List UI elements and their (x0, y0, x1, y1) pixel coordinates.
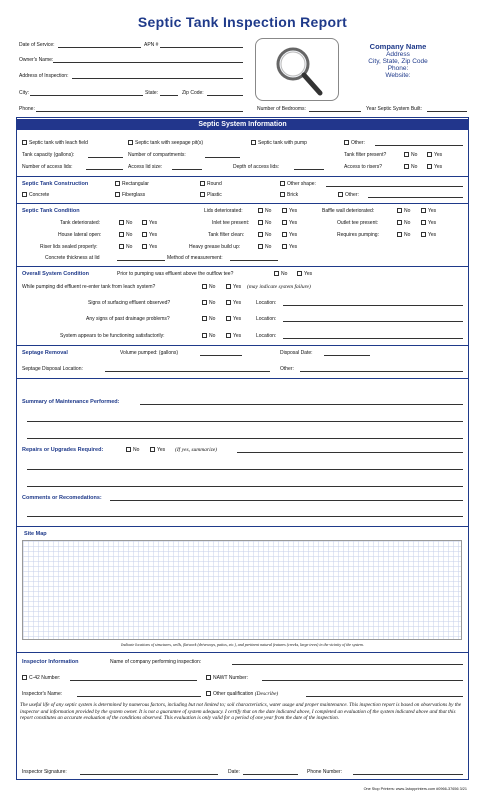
overall-q5-location-field[interactable] (283, 338, 463, 339)
divider (17, 203, 468, 204)
repairs-heading: Repairs or Upgrades Required: (22, 447, 104, 453)
address-label: Address of Inspection: (19, 73, 69, 79)
rectangular-option[interactable]: Rectangular (115, 181, 149, 187)
divider (17, 266, 468, 267)
riser-lids-no[interactable]: No (119, 244, 132, 250)
other-qualification-field[interactable] (306, 696, 463, 697)
city-field[interactable] (30, 95, 143, 96)
maintenance-line[interactable] (140, 404, 463, 405)
site-map-caption: Indicate locations of structures, wells, flatwork (driveways, patios, etc.), and pertinent natural features (creeks, large trees) in the vicinity of the system. (121, 642, 364, 647)
owner-field[interactable] (53, 62, 243, 63)
state-field[interactable] (160, 95, 178, 96)
divider (17, 345, 468, 346)
comments-heading: Comments or Recomedations: (22, 495, 102, 501)
overall-q5-no[interactable]: No (202, 333, 215, 339)
city-label: City: (19, 90, 29, 96)
house-lateral-no[interactable]: No (119, 232, 132, 238)
inspection-company-field[interactable] (232, 664, 463, 665)
method-label: Method of measurement: (167, 255, 223, 261)
disposal-date-label: Disposal Date: (280, 350, 313, 356)
filter-clean-yes[interactable]: Yes (282, 232, 297, 238)
disposal-location-field[interactable] (105, 371, 270, 372)
phone-label: Phone: (19, 106, 35, 112)
inspection-company-label: Name of company performing inspection: (110, 659, 202, 665)
requires-pumping-no[interactable]: No (397, 232, 410, 238)
owner-label: Owner's Name: (19, 57, 54, 63)
requires-pumping-label: Requires pumping: (337, 232, 379, 238)
plastic-option[interactable]: Plastic (200, 192, 222, 198)
access-lids-field[interactable] (86, 169, 123, 170)
inspector-name-label: Inspector's Name: (22, 691, 63, 697)
other-shape-option[interactable]: Other shape: (280, 181, 316, 187)
depth-field[interactable] (294, 169, 324, 170)
year-built-field[interactable] (427, 111, 467, 112)
overall-q2-label: While pumping did effluent re-enter tank from leach system? (22, 284, 156, 290)
outlet-tee-yes[interactable]: Yes (421, 220, 436, 226)
overall-q1-label: Prior to pumping was effluent above the outflow tee? (117, 271, 234, 277)
checkbox[interactable] (22, 140, 27, 145)
risers-label: Access to risers? (344, 164, 383, 170)
maintenance-heading: Summary of Maintenance Performed: (22, 399, 120, 405)
lid-size-field[interactable] (172, 169, 202, 170)
overall-q2-yes[interactable]: Yes (226, 284, 241, 290)
other-shape-field[interactable] (326, 186, 463, 187)
zip-label: Zip Code: (182, 90, 204, 96)
overall-q5-label: System appears to be functioning satisfactorily: (60, 333, 165, 339)
overall-q3-label: Signs of surfacing effluent observed? (88, 300, 171, 306)
comments-line[interactable] (27, 516, 463, 517)
capacity-label: Tank capacity (gallons): (22, 152, 75, 158)
lids-deteriorated-label: Lids deteriorated: (204, 208, 243, 214)
phone-field[interactable] (36, 111, 243, 112)
other-qualification-option[interactable]: Other qualification (Describe) (206, 691, 278, 697)
septage-heading: Septage Removal (22, 350, 68, 356)
thickness-label: Concrete thickness at lid (45, 255, 100, 261)
baffle-wall-yes[interactable]: Yes (421, 208, 436, 214)
overall-q4-location-field[interactable] (283, 321, 463, 322)
date-of-service-label: Date of Service: (19, 42, 55, 48)
magnifier-icon (256, 39, 340, 102)
signature-phone-field[interactable] (353, 774, 463, 775)
inspector-name-field[interactable] (77, 696, 201, 697)
signature-date-field[interactable] (243, 774, 298, 775)
c42-option[interactable]: C-42 Number: (22, 675, 60, 681)
zip-field[interactable] (207, 95, 243, 96)
tank-deteriorated-label: Tank deteriorated: (60, 220, 101, 226)
maintenance-line[interactable] (27, 438, 463, 439)
grease-no[interactable]: No (258, 244, 271, 250)
maintenance-line[interactable] (27, 421, 463, 422)
volume-field[interactable] (200, 355, 242, 356)
signature-date-label: Date: (228, 769, 240, 775)
overall-q3-location-field[interactable] (283, 305, 463, 306)
overall-q4-label: Any signs of past drainage problems? (86, 316, 170, 322)
apn-field[interactable] (160, 47, 243, 48)
logo-box (255, 38, 339, 101)
bedrooms-field[interactable] (309, 111, 361, 112)
apn-label: APN # (144, 42, 159, 48)
riser-lids-label: Riser lids sealed properly: (40, 244, 98, 250)
requires-pumping-yes[interactable]: Yes (421, 232, 436, 238)
overall-heading: Overall System Condition (22, 271, 89, 277)
filter-present-label: Tank filter present? (344, 152, 387, 158)
overall-q1-yes[interactable]: Yes (297, 271, 312, 277)
checkbox[interactable] (128, 140, 133, 145)
inlet-tee-yes[interactable]: Yes (282, 220, 297, 226)
state-label: State: (145, 90, 159, 96)
site-map-heading: Site Map (24, 531, 47, 537)
overall-q4-yes[interactable]: Yes (226, 316, 241, 322)
pump-option[interactable]: Septic tank with pump (251, 140, 307, 146)
filter-clean-no[interactable]: No (258, 232, 271, 238)
round-option[interactable]: Round (200, 181, 222, 187)
brick-option[interactable]: Brick (280, 192, 298, 198)
company-website: Website: (385, 72, 411, 79)
company-address: Address (386, 51, 410, 58)
house-lateral-label: House lateral open: (58, 232, 102, 238)
year-built-label: Year Septic System Built: (366, 106, 422, 112)
page-title: Septic Tank Inspection Report (137, 14, 348, 30)
capacity-field[interactable] (88, 157, 123, 158)
baffle-wall-no[interactable]: No (397, 208, 410, 214)
septage-other-field[interactable] (300, 371, 463, 372)
signature-phone-label: Phone Number: (307, 769, 343, 775)
other-system-option[interactable]: Other: (344, 140, 365, 146)
bedrooms-label: Number of Bedrooms: (257, 106, 306, 112)
method-field[interactable] (230, 260, 278, 261)
septage-other-label: Other: (280, 366, 294, 372)
section-bar-septic-system-info: Septic System Information (17, 119, 468, 130)
concrete-option[interactable]: Concrete (22, 192, 49, 198)
leach-field-option[interactable]: Septic tank with leach field (22, 140, 88, 146)
compartments-field[interactable] (205, 157, 240, 158)
risers-no[interactable]: No (404, 164, 417, 170)
tank-deteriorated-yes[interactable]: Yes (142, 220, 157, 226)
nawt-field[interactable] (262, 680, 463, 681)
repairs-line[interactable] (237, 452, 463, 453)
other-material-option[interactable]: Other: (338, 192, 359, 198)
nawt-option[interactable]: NAWT Number: (206, 675, 248, 681)
overall-q3-no[interactable]: No (202, 300, 215, 306)
checkbox[interactable] (251, 140, 256, 145)
other-material-field[interactable] (368, 197, 463, 198)
inlet-tee-label: Inlet tee present: (212, 220, 250, 226)
repairs-yes[interactable]: Yes (150, 447, 165, 453)
repairs-line[interactable] (27, 469, 463, 470)
outlet-tee-no[interactable]: No (397, 220, 410, 226)
repairs-no[interactable]: No (126, 447, 139, 453)
signature-field[interactable] (80, 774, 218, 775)
tank-deteriorated-no[interactable]: No (119, 220, 132, 226)
address-field[interactable] (72, 78, 243, 79)
divider (17, 526, 468, 527)
thickness-field[interactable] (117, 260, 165, 261)
condition-heading: Septic Tank Condition (22, 208, 80, 214)
overall-q1-no[interactable]: No (274, 271, 287, 277)
lids-deteriorated-no[interactable]: No (258, 208, 271, 214)
overall-q2-note: (may indicate system failure) (247, 284, 311, 290)
grease-yes[interactable]: Yes (282, 244, 297, 250)
overall-q4-location-label: Location: (256, 316, 277, 322)
overall-q4-no[interactable]: No (202, 316, 215, 322)
filter-clean-label: Tank filter clean: (208, 232, 245, 238)
overall-q5-location-label: Location: (256, 333, 277, 339)
printer-credit: One Stop Printers: www.1stopprinters.com #0966-37656 3/21 (363, 787, 467, 791)
grease-label: Heavy grease build up: (189, 244, 241, 250)
inspector-heading: Inspector Information (22, 659, 79, 665)
site-map-grid[interactable] (22, 540, 462, 640)
outlet-tee-label: Outlet tee present: (337, 220, 379, 226)
overall-q5-yes[interactable]: Yes (226, 333, 241, 339)
house-lateral-yes[interactable]: Yes (142, 232, 157, 238)
access-lids-label: Number of access lids: (22, 164, 73, 170)
disclaimer-text: The useful life of any septic system is determined by numerous factors, including but not limited to; soil characteristics, water usage and proper maintenance. This inspection report is based on observations by the inspector and information provided by the system owner. It is not a guarantee of system adequacy. I certify that on the date indicated above, I completed an evaluation of the system indicated above and that this report constitutes an accurate evaluation of the conditions observed. This evaluation is only valid for a period of one year from the date of the inspection. (20, 702, 462, 722)
filter-yes[interactable]: Yes (427, 152, 442, 158)
repairs-line[interactable] (27, 486, 463, 487)
disposal-location-label: Septage Disposal Location: (22, 366, 83, 372)
divider (17, 176, 468, 177)
disposal-date-field[interactable] (324, 355, 370, 356)
fiberglass-option[interactable]: Fiberglass (115, 192, 145, 198)
overall-q3-location-label: Location: (256, 300, 277, 306)
baffle-wall-label: Baffle wall deteriorated: (322, 208, 375, 214)
company-block (343, 43, 453, 79)
volume-label: Volume pumped: (gallons) (120, 350, 179, 356)
riser-lids-yes[interactable]: Yes (142, 244, 157, 250)
lid-size-label: Access lid size: (128, 164, 163, 170)
overall-q3-yes[interactable]: Yes (226, 300, 241, 306)
divider (17, 652, 468, 653)
lids-deteriorated-yes[interactable]: Yes (282, 208, 297, 214)
compartments-label: Number of compartments: (128, 152, 186, 158)
company-name: Company Name (369, 42, 427, 51)
divider (17, 378, 468, 379)
company-city: City, State, Zip Code (368, 58, 428, 65)
construction-heading: Septic Tank Construction (22, 181, 89, 187)
depth-label: Depth of access lids: (233, 164, 280, 170)
inlet-tee-no[interactable]: No (258, 220, 271, 226)
filter-no[interactable]: No (404, 152, 417, 158)
date-of-service-field[interactable] (58, 47, 141, 48)
repairs-note: (If yes, summarize) (175, 447, 218, 453)
company-phone: Phone: (387, 65, 409, 72)
overall-q2-no[interactable]: No (202, 284, 215, 290)
seepage-option[interactable]: Septic tank with seepage pit(s) (128, 140, 203, 146)
other-system-field[interactable] (375, 145, 463, 146)
risers-yes[interactable]: Yes (427, 164, 442, 170)
comments-line[interactable] (110, 500, 463, 501)
signature-label: Inspector Signature: (22, 769, 67, 775)
c42-field[interactable] (70, 680, 197, 681)
checkbox[interactable] (344, 140, 349, 145)
